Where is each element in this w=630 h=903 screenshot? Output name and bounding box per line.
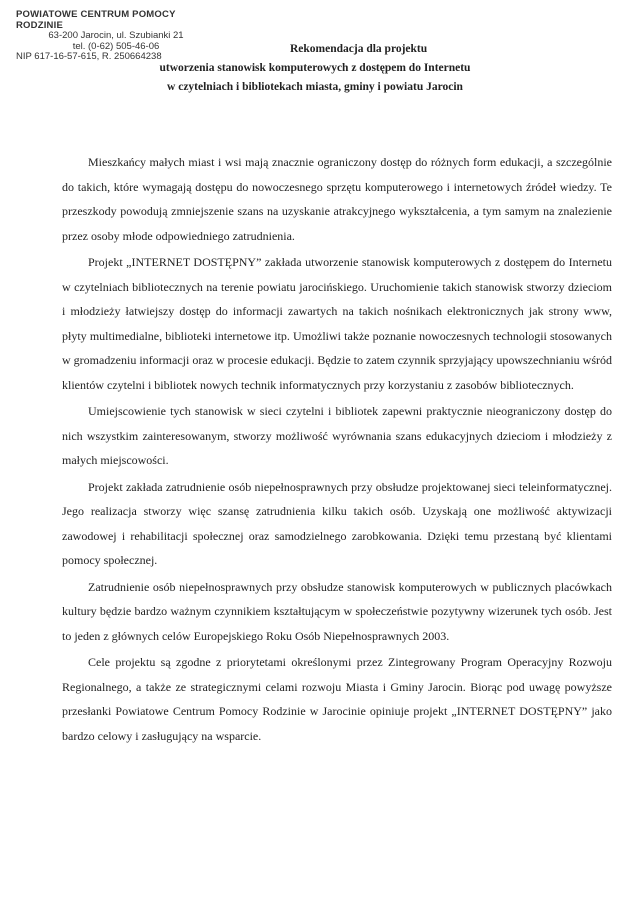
- heading-title: Rekomendacja dla projektu: [290, 43, 428, 55]
- paragraph: Projekt „INTERNET DOSTĘPNY” zakłada utworzenie stanowisk komputerowych z dostępem do Internetu w czytelniach bibliotecznych na terenie powiatu jarocińskiego. Uruchomienie takich stanowisk stworzy dzieciom i młodzieży łatwiejszy dostęp do informacji zawartych na takich nośnikach elektronicznych jak strony www, płyty multimedialne, biblioteki internetowe itp. Umożliwi także poznanie nowoczesnych technologii stosowanych w gromadzeniu informacji oraz w procesie edukacji. Będzie to zatem czynnik sprzyjający upowszechnianiu wśród klientów czytelni i bibliotek nowych technik informatycznych przy korzystaniu z zasobów bibliotecznych.: [62, 255, 612, 392]
- stamp-phone: tel. (0-62) 505-46-06: [72, 40, 160, 52]
- paragraph: Umiejscowienie tych stanowisk w sieci czytelni i bibliotek zapewni praktycznie nieograniczony dostęp do nich wszystkim zainteresowanym, stworzy możliwość wyrównania szans edukacyjnych dzieciom i młodzieży z małych miejscowości.: [62, 404, 612, 467]
- heading-subtitle-line-1: utworzenia stanowisk komputerowych z dostępem do Internetu: [159, 62, 471, 74]
- stamp-organization-name: POWIATOWE CENTRUM POMOCY RODZINIE: [16, 9, 176, 31]
- paragraph: Cele projektu są zgodne z priorytetami określonymi przez Zintegrowany Program Operacyjny Rozwoju Regionalnego, a także ze strategicznymi celami rozwoju Miasta i Gminy Jarocin. Biorąc pod uwagę powyższe przesłanki Powiatowe Centrum Pomocy Rodzinie w Jarocinie opiniuje projekt „INTERNET DOSTĘPNY” jako bardzo celowy i zasługujący na wsparcie.: [62, 655, 612, 743]
- paragraph: Projekt zakłada zatrudnienie osób niepełnosprawnych przy obsłudze projektowanej sieci teleinformatycznej. Jego realizacja stworzy więc szansę zatrudnienia kilku takich osób. Uzyskają one możliwość aktywizacji zawodowej i rehabilitacji społecznej oraz samodzielnego zarobkowania. Dzięki temu przestaną być klientami pomocy społecznej.: [62, 479, 612, 567]
- stamp-nip: NIP 617-16-57-615, R. 250664238: [16, 51, 162, 62]
- document-heading: [100, 40, 530, 97]
- document-body: [62, 150, 612, 750]
- paragraph: Zatrudnienie osób niepełnosprawnych przy obsłudze stanowisk komputerowych w publicznych placówkach kultury będzie bardzo ważnym czynnikiem kształtującym w społeczeństwie pozytywny wizerunek tych osób. Jest to jeden z głównych celów Europejskiego Roku Osób Niepełnosprawnych 2003.: [62, 579, 612, 643]
- heading-subtitle-line-2: w czytelniach i bibliotekach miasta, gminy i powiatu Jarocin: [167, 81, 463, 93]
- paragraph: Mieszkańcy małych miast i wsi mają znacznie ograniczony dostęp do różnych form edukacji, a szczególnie do takich, które wymagają dostępu do nowoczesnego sprzętu komputerowego i internetowych źródeł wiedzy. Te przeszkody powodują zmniejszenie szans na uzyskanie atrakcyjnego wykształcenia, a tym samym na znalezienie przez osoby młode odpowiedniego zatrudnienia.: [62, 155, 612, 243]
- stamp-address: 63-200 Jarocin, ul. Szubianki 21: [48, 30, 184, 41]
